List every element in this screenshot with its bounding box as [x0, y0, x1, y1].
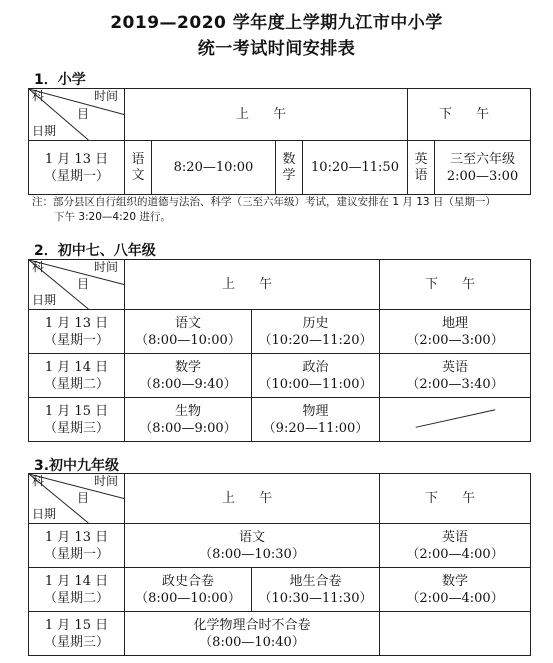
date-cell: 1 月 15 日 （星期三）	[29, 612, 125, 656]
header-label-time: 时间	[93, 474, 118, 488]
empty-cell	[380, 612, 531, 656]
exam-cell: 数学 （8:00—9:40）	[125, 354, 252, 398]
middle9-schedule-table	[28, 473, 531, 656]
exam-cell: 地理 （2:00—3:00）	[380, 310, 531, 354]
header-label-time: 时间	[93, 260, 118, 274]
header-label-date: 日期	[32, 124, 57, 138]
exam-cell: 英语 （2:00—4:00）	[380, 524, 531, 568]
section-heading-middle9: 3.初中九年级	[34, 458, 120, 474]
date-cell: 1 月 14 日 （星期二）	[29, 354, 125, 398]
header-label-time: 时间	[93, 89, 118, 103]
exam-cell: 物理 （9:20—11:00）	[252, 398, 380, 442]
middle78-schedule-table	[28, 259, 531, 442]
subject-cell: 语文	[125, 141, 152, 195]
header-diagonal-cell	[29, 474, 125, 524]
header-label-subject: 科	[32, 89, 45, 103]
document-subtitle: 统一考试时间安排表	[197, 39, 356, 59]
date-cell: 1 月 14 日 （星期二）	[29, 568, 125, 612]
date-cell: 1 月 13 日 （星期一）	[29, 141, 125, 195]
afternoon-header: 下 午	[380, 474, 531, 524]
time-cell: 8:20—10:00	[152, 141, 276, 195]
header-label-mu: 目	[77, 107, 90, 121]
document-title: 2019—2020 学年度上学期九江市中小学	[110, 13, 443, 33]
morning-header: 上 午	[125, 89, 408, 141]
header-label-mu: 目	[77, 491, 90, 505]
header-diagonal-cell	[29, 89, 125, 141]
section-heading-middle78: 2．初中七、八年级	[34, 243, 156, 259]
afternoon-header: 下 午	[408, 89, 531, 141]
header-label-subject: 科	[32, 260, 45, 274]
exam-cell: 语文 （8:00—10:00）	[125, 310, 252, 354]
empty-slash-cell	[380, 398, 531, 442]
header-label-date: 日期	[32, 507, 57, 521]
primary-note-line2: 下午 3:20—4:20 进行。	[54, 211, 171, 223]
header-label-subject: 科	[32, 474, 45, 488]
exam-cell: 政治 （10:00—11:00）	[252, 354, 380, 398]
exam-cell: 语文 （8:00—10:30）	[125, 524, 380, 568]
subject-cell: 数学	[276, 141, 303, 195]
morning-header: 上 午	[125, 474, 380, 524]
exam-cell: 历史 （10:20—11:20）	[252, 310, 380, 354]
afternoon-header: 下 午	[380, 260, 531, 310]
date-cell: 1 月 15 日 （星期三）	[29, 398, 125, 442]
section-heading-primary: 1．小学	[34, 72, 86, 88]
primary-schedule-table	[28, 88, 531, 195]
exam-cell: 生物 （8:00—9:00）	[125, 398, 252, 442]
date-cell: 1 月 13 日 （星期一）	[29, 524, 125, 568]
morning-header: 上 午	[125, 260, 380, 310]
exam-cell: 数学 （2:00—4:00）	[380, 568, 531, 612]
time-cell: 三至六年级 2:00—3:00	[435, 141, 531, 195]
exam-cell: 化学物理合时不合卷 （8:00—10:40）	[125, 612, 380, 656]
time-cell: 10:20—11:50	[303, 141, 408, 195]
date-cell: 1 月 13 日 （星期一）	[29, 310, 125, 354]
exam-cell: 英语 （2:00—3:40）	[380, 354, 531, 398]
exam-cell: 政史合卷 （8:00—10:00）	[125, 568, 252, 612]
primary-note-line1: 注：部分县区自行组织的道德与法治、科学（三至六年级）考试，建议安排在 1 月 13 日（星期一）	[32, 196, 496, 208]
exam-cell: 地生合卷 （10:30—11:30）	[252, 568, 380, 612]
header-diagonal-cell	[29, 260, 125, 310]
subject-cell: 英语	[408, 141, 435, 195]
header-label-mu: 目	[77, 277, 90, 291]
header-label-date: 日期	[32, 293, 57, 307]
